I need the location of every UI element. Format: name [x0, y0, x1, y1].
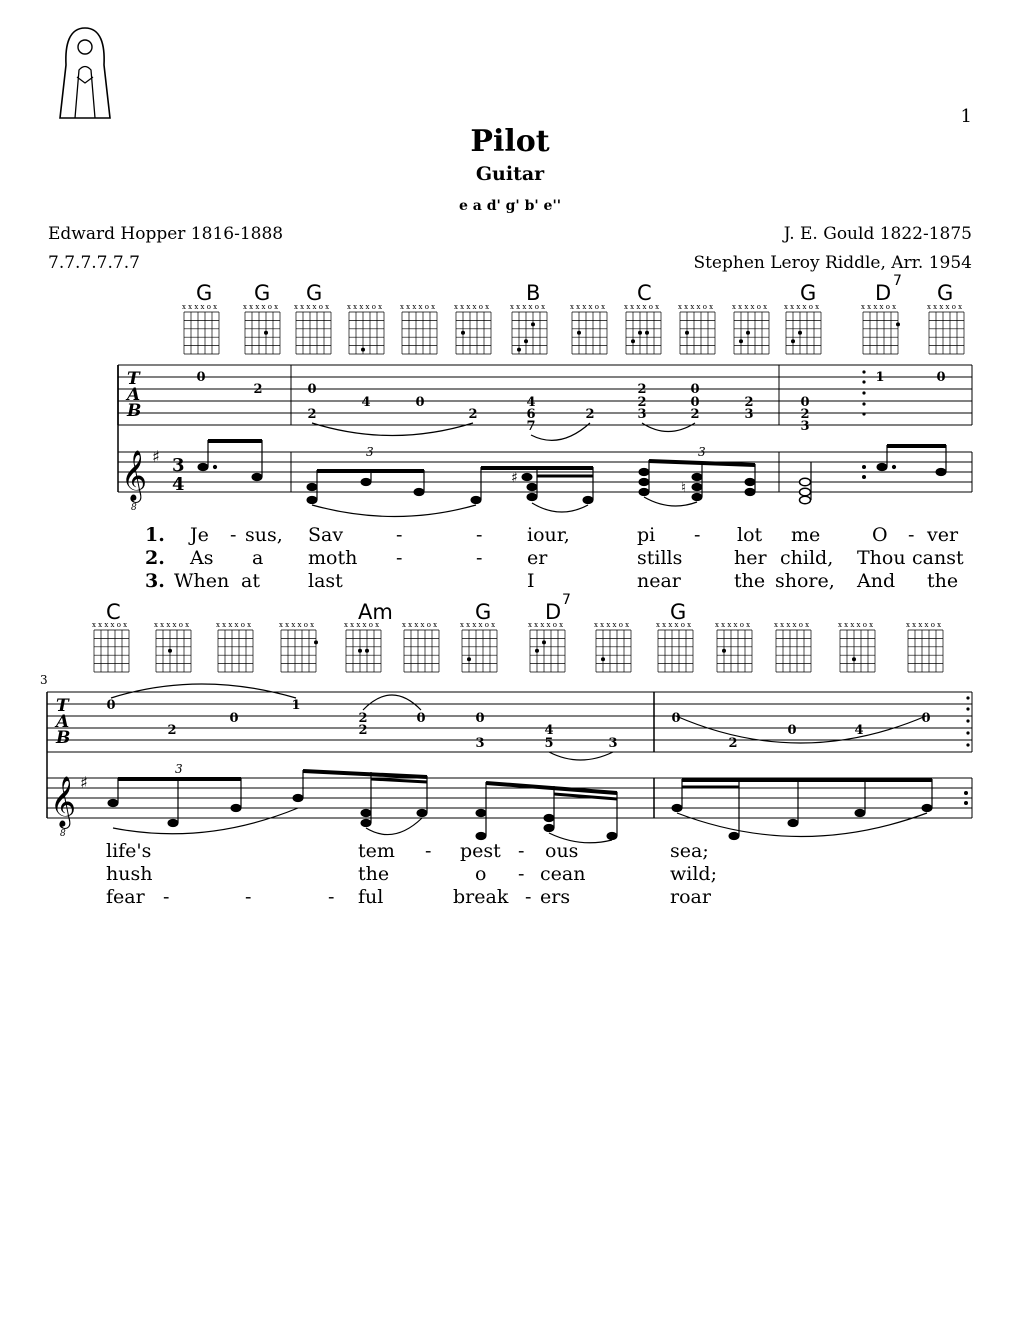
- lyric-syllable: o: [475, 863, 487, 885]
- tab-number: 0: [671, 711, 681, 726]
- lyric-hyphen: -: [245, 886, 252, 908]
- svg-text:x x x x o x: x x x x o x: [347, 303, 383, 311]
- lyric-syllable: me: [791, 524, 821, 546]
- tab-number: 2: [585, 407, 595, 422]
- svg-text:x x x x o x: x x x x o x: [92, 621, 128, 629]
- lyric-syllable: sea;: [670, 840, 709, 862]
- tab-number: 0: [229, 711, 239, 726]
- lyric-syllable: fear: [106, 886, 145, 908]
- tab-number: 0: [690, 382, 700, 397]
- tab-number: 0: [196, 370, 206, 385]
- lyric-syllable: cean: [540, 863, 586, 885]
- chord-diagram: [510, 303, 547, 354]
- chord-name: Am: [358, 600, 393, 624]
- lyric-syllable: a: [252, 547, 264, 569]
- svg-text:x x x x o x: x x x x o x: [678, 303, 714, 311]
- chord-diagram: [906, 621, 943, 672]
- lyric-hyphen: -: [396, 547, 403, 569]
- lyric-syllable: last: [308, 570, 343, 592]
- svg-text:x x x x o x: x x x x o x: [861, 303, 897, 311]
- tab-number: 0: [415, 395, 425, 410]
- tab-number: 1: [875, 370, 885, 385]
- svg-text:x x x x o x: x x x x o x: [279, 621, 315, 629]
- lyric-syllable: I: [527, 570, 535, 592]
- lyric-syllable: child,: [780, 547, 834, 569]
- tab-number: 2: [468, 407, 478, 422]
- tab-number: 2: [358, 711, 368, 726]
- chord-diagram: [861, 303, 900, 354]
- chord-diagram: [279, 621, 318, 672]
- lyric-hyphen: -: [525, 886, 532, 908]
- chord-diagram: [656, 621, 693, 672]
- arranger: Stephen Leroy Riddle, Arr. 1954: [693, 253, 972, 273]
- lyric-syllable: As: [190, 547, 214, 569]
- tab-number: 4: [854, 723, 864, 738]
- tab-number: 4: [544, 723, 554, 738]
- lyric-syllable: lot: [737, 524, 763, 546]
- tab-number: 3: [637, 407, 647, 422]
- verse-number: 1.: [145, 524, 165, 546]
- chord-name: D: [545, 600, 562, 624]
- lyric-syllable: ver: [927, 524, 959, 546]
- svg-text:x x x x o x: x x x x o x: [344, 621, 380, 629]
- tab-number: 3: [475, 736, 485, 751]
- lyric-syllable: moth: [308, 547, 358, 569]
- lyric-syllable: iour,: [527, 524, 570, 546]
- chord-name: D: [875, 281, 892, 305]
- chord-diagram: [838, 621, 875, 672]
- svg-text:x x x x o x: x x x x o x: [294, 303, 330, 311]
- lyric-syllable: at: [241, 570, 260, 592]
- svg-text:4: 4: [172, 474, 185, 495]
- tab-number: 2: [307, 407, 317, 422]
- chord-diagrams-row-1: [0, 300, 1020, 360]
- chord-name: G: [670, 600, 687, 624]
- svg-text:x x x x o x: x x x x o x: [182, 303, 218, 311]
- measure-number: 3: [40, 673, 48, 687]
- lyric-syllable: When: [174, 570, 230, 592]
- chord-name: C: [637, 281, 652, 305]
- tab-number: 0: [936, 370, 946, 385]
- svg-text:♯: ♯: [152, 447, 160, 466]
- chord-diagrams-row-2: [0, 618, 1020, 680]
- lyric-hyphen: -: [908, 524, 915, 546]
- chord-extension: 7: [562, 592, 571, 608]
- svg-text:x x x x o x: x x x x o x: [927, 303, 963, 311]
- tab-number: 0: [307, 382, 317, 397]
- lyric-syllable: ous: [545, 840, 579, 862]
- chord-extension: 7: [893, 273, 902, 289]
- tab-number: 0: [690, 395, 700, 410]
- tab-number: 0: [106, 698, 116, 713]
- tab-number: 2: [167, 723, 177, 738]
- lyric-hyphen: -: [518, 840, 525, 862]
- chord-diagram: [400, 303, 437, 354]
- tab-number: 2: [637, 382, 647, 397]
- lyric-syllable: near: [637, 570, 681, 592]
- chord-diagram: [678, 303, 715, 354]
- lyric-syllable: shore,: [775, 570, 835, 592]
- lyric-syllable: ful: [358, 886, 384, 908]
- tab-number: 7: [526, 419, 536, 434]
- tab-number: 0: [475, 711, 485, 726]
- verse-number: 3.: [145, 570, 165, 592]
- angel-logo: [55, 25, 117, 125]
- chord-diagram: [344, 621, 381, 672]
- lyric-syllable: pest: [460, 840, 501, 862]
- lyricist: Edward Hopper 1816-1888: [48, 224, 284, 244]
- lyric-syllable: pi: [637, 524, 656, 546]
- chord-name: G: [254, 281, 271, 305]
- svg-text:T: T: [56, 696, 69, 716]
- tab-number: 0: [787, 723, 797, 738]
- tab-number: 0: [416, 711, 426, 726]
- chord-name: G: [475, 600, 492, 624]
- tab-number: 3: [608, 736, 618, 751]
- tab-number: 3: [800, 419, 810, 434]
- chord-name: G: [196, 281, 213, 305]
- lyric-hyphen: -: [476, 524, 483, 546]
- system-2-staves: [0, 680, 1020, 850]
- chord-diagram: [784, 303, 821, 354]
- tab-number: 4: [361, 395, 371, 410]
- svg-text:x x x x o x: x x x x o x: [906, 621, 942, 629]
- lyric-syllable: the: [927, 570, 959, 592]
- tab-number: 0: [800, 395, 810, 410]
- svg-text:x x x x o x: x x x x o x: [784, 303, 820, 311]
- svg-text:x x x x o x: x x x x o x: [154, 621, 190, 629]
- chord-diagram: [92, 621, 129, 672]
- chord-diagram: [774, 621, 811, 672]
- chord-diagram: [243, 303, 280, 354]
- tab-number: 2: [728, 736, 738, 751]
- tab-number: 2: [690, 407, 700, 422]
- instrument-subtitle: Guitar: [475, 163, 545, 185]
- svg-text:x x x x o x: x x x x o x: [732, 303, 768, 311]
- verse-number: 2.: [145, 547, 165, 569]
- chord-diagram: [528, 621, 565, 672]
- tab-number: 6: [526, 407, 536, 422]
- svg-text:x x x x o x: x x x x o x: [570, 303, 606, 311]
- chord-diagram: [154, 621, 191, 672]
- svg-text:B: B: [56, 728, 71, 748]
- chord-diagram: [454, 303, 491, 354]
- chord-diagram: [216, 621, 253, 672]
- lyric-syllable: er: [527, 547, 548, 569]
- lyric-hyphen: -: [163, 886, 170, 908]
- lyric-syllable: stills: [637, 547, 683, 569]
- svg-text:3: 3: [366, 445, 374, 459]
- svg-text:8: 8: [60, 829, 66, 839]
- svg-text:x x x x o x: x x x x o x: [216, 621, 252, 629]
- meter: 7.7.7.7.7.7: [48, 253, 140, 273]
- tab-number: 2: [358, 723, 368, 738]
- lyric-hyphen: -: [518, 863, 525, 885]
- tab-number: 2: [253, 382, 263, 397]
- lyric-syllable: canst: [912, 547, 964, 569]
- svg-text:x x x x o x: x x x x o x: [656, 621, 692, 629]
- lyric-syllable: And: [857, 570, 896, 592]
- svg-text:x x x x o x: x x x x o x: [460, 621, 496, 629]
- chord-diagram: [624, 303, 661, 354]
- chord-diagram: [402, 621, 439, 672]
- lyric-syllable: Sav: [308, 524, 344, 546]
- svg-text:𝄞: 𝄞: [121, 450, 148, 501]
- tuning-label: e a d' g' b' e'': [458, 198, 562, 214]
- chord-name: G: [306, 281, 323, 305]
- lyric-syllable: wild;: [670, 863, 717, 885]
- page-number: 1: [960, 106, 972, 127]
- svg-text:A: A: [127, 385, 141, 405]
- svg-text:x x x x o x: x x x x o x: [243, 303, 279, 311]
- svg-text:x x x x o x: x x x x o x: [624, 303, 660, 311]
- chord-name: G: [800, 281, 817, 305]
- svg-text:B: B: [127, 401, 142, 421]
- tab-number: 5: [544, 736, 554, 751]
- svg-text:♯: ♯: [80, 773, 88, 792]
- tab-number: 0: [921, 711, 931, 726]
- lyric-syllable: tem: [358, 840, 395, 862]
- svg-text:♯: ♯: [511, 470, 518, 486]
- lyric-syllable: her: [734, 547, 767, 569]
- svg-text:𝄞: 𝄞: [50, 776, 77, 827]
- lyric-hyphen: -: [396, 524, 403, 546]
- svg-text:x x x x o x: x x x x o x: [454, 303, 490, 311]
- lyric-syllable: Thou: [857, 547, 906, 569]
- chord-diagram: [570, 303, 607, 354]
- lyric-syllable: ers: [540, 886, 571, 908]
- lyric-hyphen: -: [476, 547, 483, 569]
- lyric-syllable: the: [358, 863, 390, 885]
- lyric-syllable: the: [734, 570, 766, 592]
- svg-text:x x x x o x: x x x x o x: [528, 621, 564, 629]
- lyric-hyphen: -: [694, 524, 701, 546]
- chord-name: C: [106, 600, 121, 624]
- svg-text:3: 3: [172, 455, 185, 476]
- svg-text:x x x x o x: x x x x o x: [400, 303, 436, 311]
- chord-diagram: [347, 303, 384, 354]
- svg-text:x x x x o x: x x x x o x: [774, 621, 810, 629]
- svg-text:T: T: [127, 369, 140, 389]
- svg-text:8: 8: [131, 503, 137, 513]
- svg-text:A: A: [56, 712, 70, 732]
- lyric-syllable: sus,: [245, 524, 283, 546]
- tab-number: 3: [744, 407, 754, 422]
- tab-number: 1: [291, 698, 301, 713]
- chord-diagram: [460, 621, 497, 672]
- tab-number: 4: [526, 395, 536, 410]
- chord-name: B: [526, 281, 541, 305]
- lyric-hyphen: -: [328, 886, 335, 908]
- chord-diagram: [182, 303, 219, 354]
- chord-diagram: [594, 621, 631, 672]
- tab-number: 2: [637, 395, 647, 410]
- svg-text:x x x x o x: x x x x o x: [510, 303, 546, 311]
- chord-diagram: [732, 303, 769, 354]
- svg-text:x x x x o x: x x x x o x: [715, 621, 751, 629]
- song-title: Pilot: [470, 124, 550, 159]
- lyric-syllable: roar: [670, 886, 711, 908]
- lyric-syllable: break: [453, 886, 509, 908]
- svg-text:♮: ♮: [681, 480, 687, 496]
- svg-text:x x x x o x: x x x x o x: [838, 621, 874, 629]
- lyric-syllable: Je: [190, 524, 209, 546]
- system-1-staves: [0, 355, 1020, 525]
- lyric-syllable: hush: [106, 863, 153, 885]
- tab-number: 2: [800, 407, 810, 422]
- chord-diagram: [715, 621, 752, 672]
- tab-number: 2: [744, 395, 754, 410]
- lyric-syllable: life's: [106, 840, 152, 862]
- chord-diagram: [294, 303, 331, 354]
- chord-diagram: [927, 303, 964, 354]
- lyric-hyphen: -: [425, 840, 432, 862]
- svg-text:x x x x o x: x x x x o x: [402, 621, 438, 629]
- lyric-hyphen: -: [230, 524, 237, 546]
- svg-text:x x x x o x: x x x x o x: [594, 621, 630, 629]
- svg-text:3: 3: [698, 445, 706, 459]
- chord-name: G: [937, 281, 954, 305]
- lyric-syllable: O: [872, 524, 888, 546]
- composer: J. E. Gould 1822-1875: [783, 224, 972, 244]
- svg-text:3: 3: [175, 762, 183, 776]
